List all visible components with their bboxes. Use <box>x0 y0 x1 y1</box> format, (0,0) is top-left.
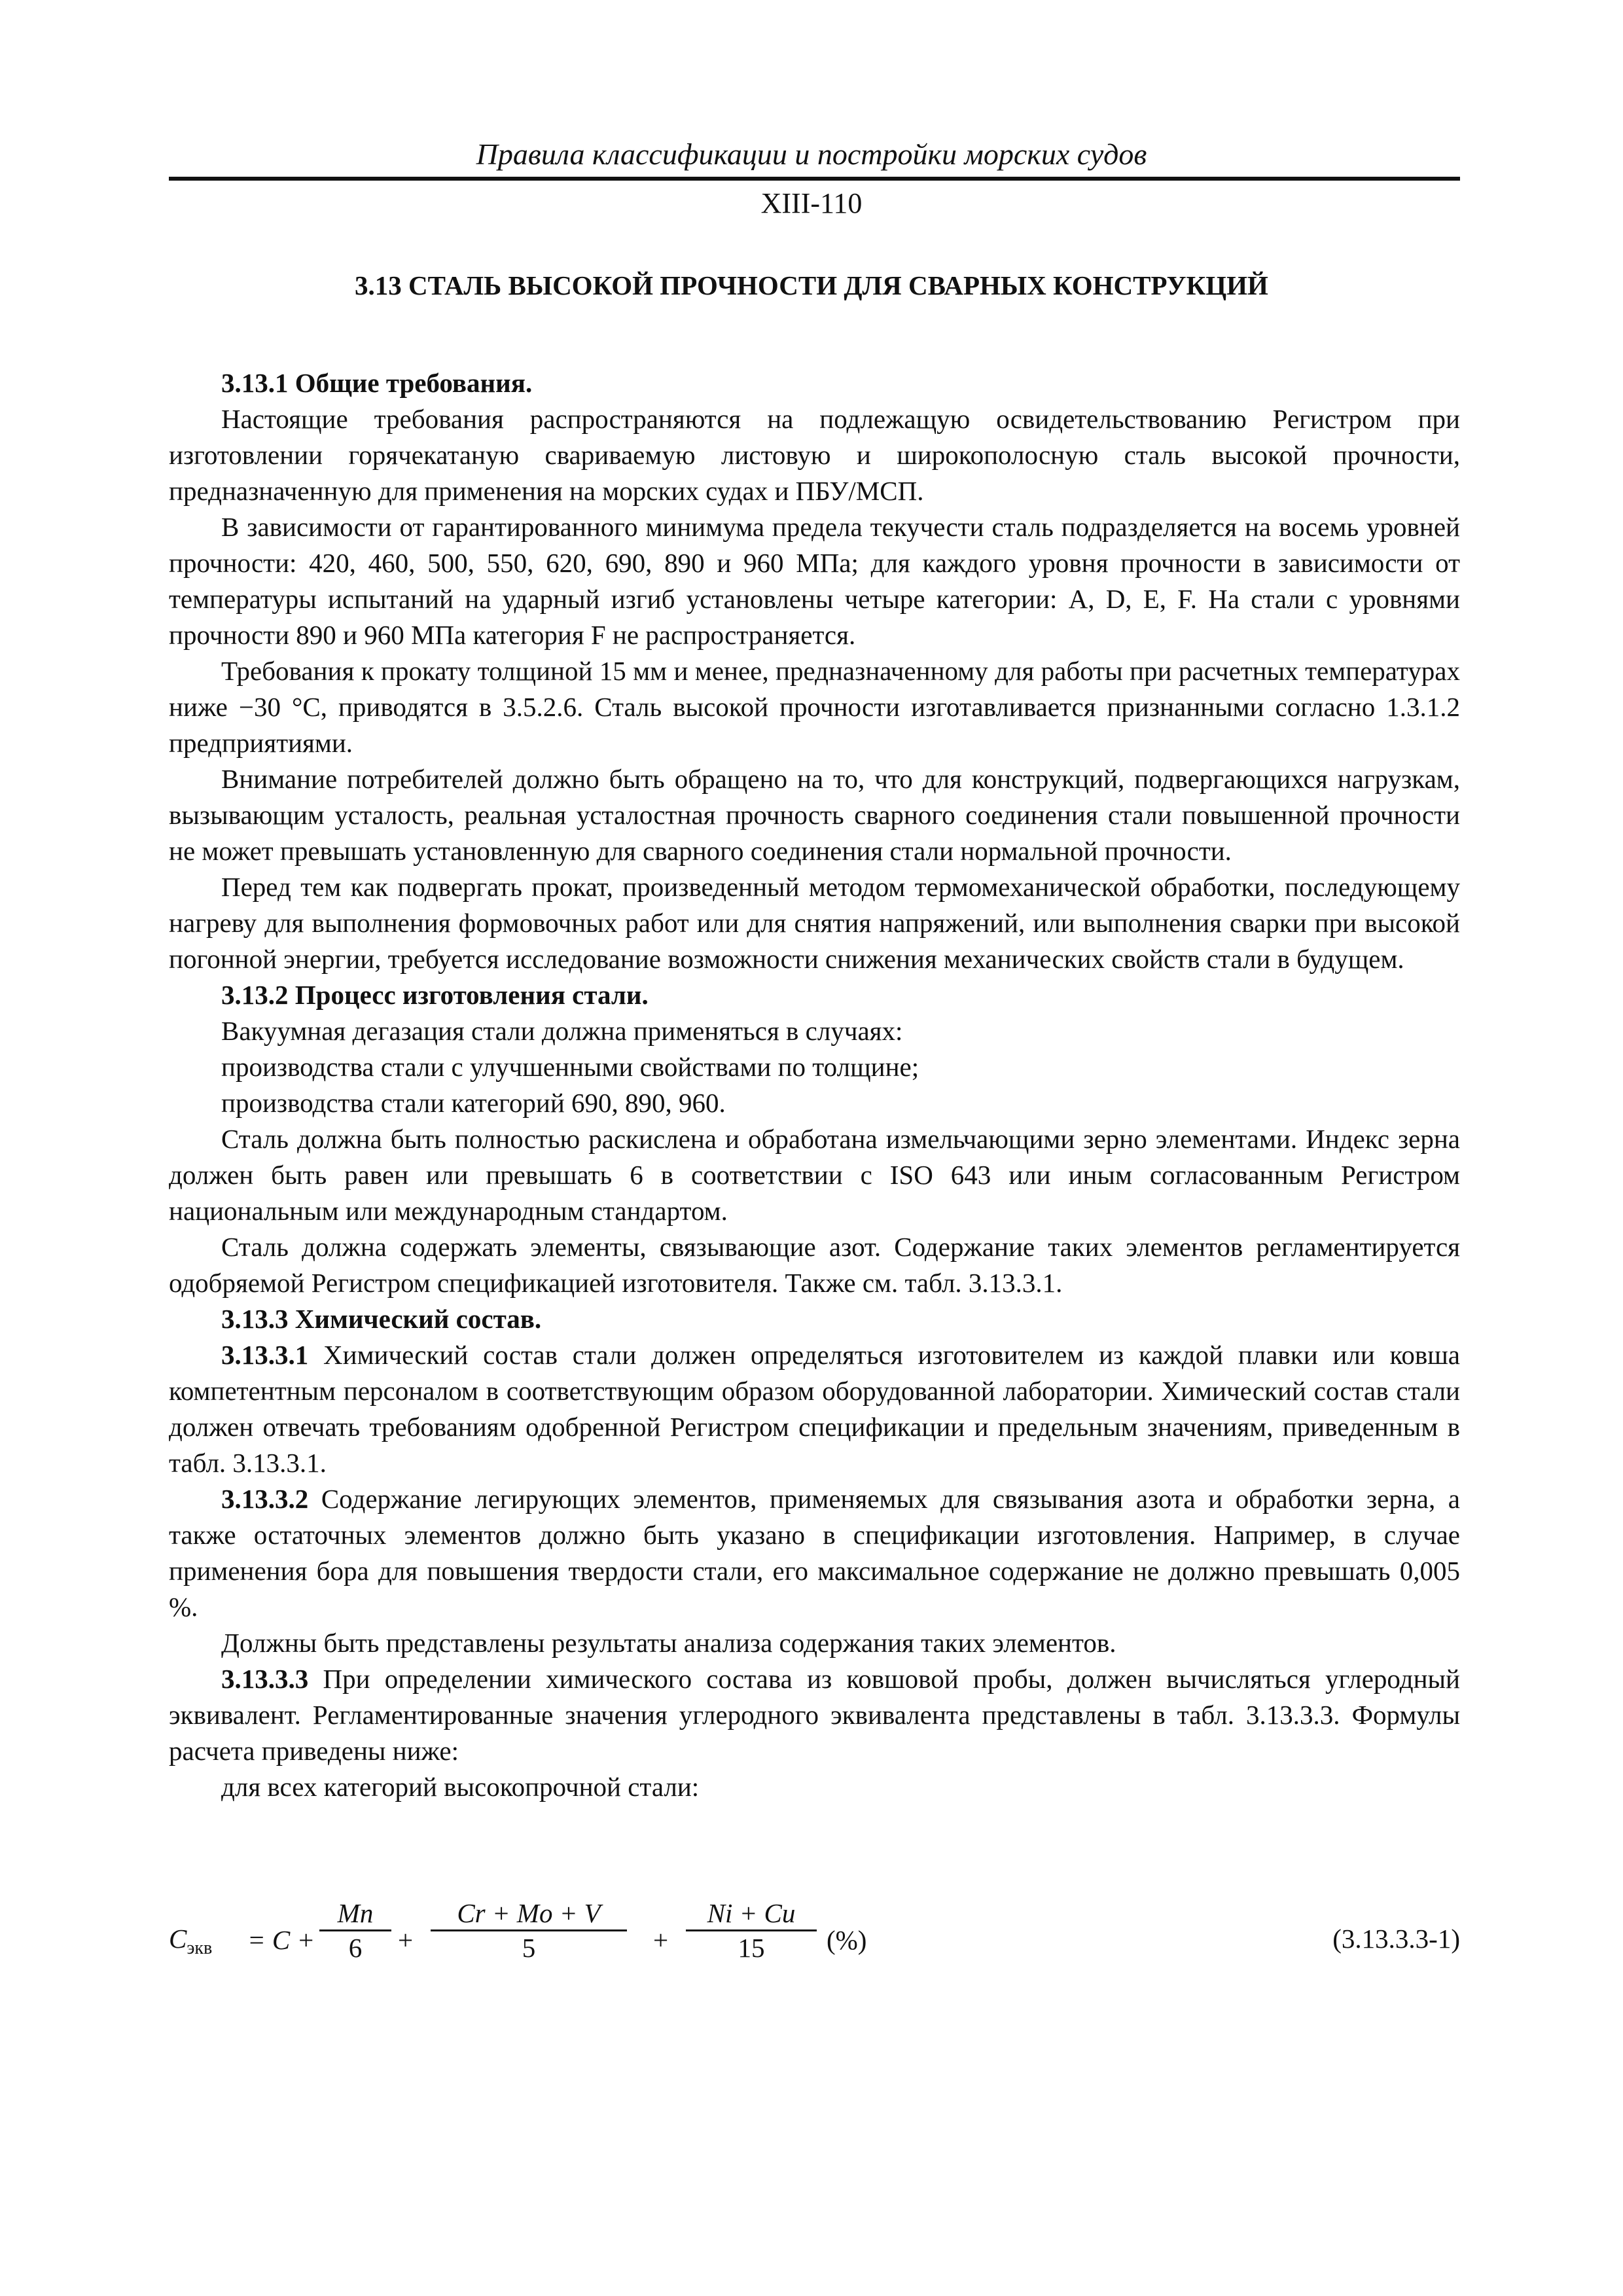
clause-number: 3.13.3.3 <box>221 1664 309 1694</box>
paragraph <box>169 1661 1460 1769</box>
paragraph: Требования к прокату толщиной 15 мм и менее, предназначенному для работы при расчетных температурах ниже −30 °C, приводятся в 3.5.2.6. Сталь высокой прочности изготавливается признанными согласно 1.3.1.2 предприятиями. <box>169 656 1460 758</box>
body-text <box>169 365 1460 1805</box>
paragraph: Внимание потребителей должно быть обращено на то, что для конструкций, подвергающихся нагрузкам, вызывающим усталость, реальная усталостная прочность сварного соединения стали повышенной прочности не может превышать установленную для сварного соединения стали нормальной прочности. <box>169 764 1460 866</box>
paragraph: В зависимости от гарантированного минимума предела текучести сталь подразделяется на восемь уровней прочности: 420, 460, 500, 550, 620, 690, 890 и 960 МПа; для каждого уровня прочности в зависимости от температуры испытаний на ударный изгиб установлены четыре категории: A, D, E, F. На стали с уровнями прочности 890 и 960 МПа категория F не распространяется. <box>169 512 1460 650</box>
paragraph: Сталь должна содержать элементы, связывающие азот. Содержание таких элементов регламентируется одобряемой Регистром спецификацией изготовителя. Также см. табл. 3.13.3.1. <box>169 1232 1460 1298</box>
formula-fraction-mn <box>319 1897 391 1964</box>
formula-equals: = C + <box>247 1925 315 1955</box>
clause-text: Химический состав стали должен определяться изготовителем из каждой плавки или ковша компетентным персоналом в соответствующим образом оборудованной лаборатории. Химический состав стали должен отвечать требованиям одобренной Регистром спецификации и предельным значениям, приведенным в табл. 3.13.3.1. <box>169 1340 1460 1478</box>
paragraph: производства стали категорий 690, 890, 960. <box>221 1088 726 1118</box>
fraction-numerator: Cr + Mo + V <box>431 1897 627 1931</box>
carbon-equivalent-formula <box>169 1897 1460 1982</box>
paragraph: Вакуумная дегазация стали должна применяться в случаях: <box>221 1016 903 1046</box>
subsection-heading-3-13-1: 3.13.1 Общие требования. <box>221 368 533 398</box>
paragraph: Сталь должна быть полностью раскислена и обработана измельчающими зерно элементами. Индекс зерна должен быть равен или превышать 6 в соответствии с ISO 643 или иным согласованным Регистром национальным или международным стандартом. <box>169 1124 1460 1226</box>
fraction-numerator: Mn <box>319 1897 391 1931</box>
formula-plus: + <box>398 1925 414 1955</box>
fraction-denominator: 6 <box>348 1933 363 1963</box>
paragraph: для всех категорий высокопрочной стали: <box>221 1772 700 1802</box>
formula-lhs-subscript: экв <box>187 1938 213 1959</box>
clause-number: 3.13.3.2 <box>221 1484 309 1514</box>
paragraph: Перед тем как подвергать прокат, произведенный методом термомеханической обработки, последующему нагреву для выполнения формовочных работ или для снятия напряжений, или выполнения сварки при высокой погонной энергии, требуется исследование возможности снижения механических свойств стали в будущем. <box>169 872 1460 974</box>
equation-number: (3.13.3.3-1) <box>1332 1924 1460 1954</box>
running-header-title: Правила классификации и постройки морских судов <box>476 137 1147 171</box>
paragraph: производства стали с улучшенными свойствами по толщине; <box>221 1052 919 1082</box>
clause-text: При определении химического состава из ковшовой пробы, должен вычисляться углеродный эквивалент. Регламентированные значения углеродного эквивалента представлены в табл. 3.13.3.3. Формулы расчета приведены ниже: <box>169 1664 1460 1766</box>
paragraph: Должны быть представлены результаты анализа содержания таких элементов. <box>221 1628 1116 1658</box>
clause-number: 3.13.3.1 <box>221 1340 309 1370</box>
subsection-heading-3-13-2: 3.13.2 Процесс изготовления стали. <box>221 980 649 1010</box>
formula-fraction-cr-mo-v <box>431 1897 627 1964</box>
formula-fraction-ni-cu <box>686 1897 817 1964</box>
subsection-heading-3-13-3: 3.13.3 Химический состав. <box>221 1304 542 1334</box>
header-rule <box>169 177 1460 181</box>
page-number: XIII-110 <box>760 187 863 219</box>
paragraph: Настоящие требования распространяются на подлежащую освидетельствованию Регистром при изготовлении горячекатаную свариваемую листовую и широкополосную сталь высокой прочности, предназначенную для применения на морских судах и ПБУ/МСП. <box>169 404 1460 506</box>
formula-lhs-symbol: C <box>169 1924 187 1954</box>
fraction-denominator: 5 <box>522 1933 536 1963</box>
formula-plus: + <box>653 1925 669 1955</box>
formula-lhs <box>169 1923 212 1959</box>
fraction-numerator: Ni + Cu <box>686 1897 817 1931</box>
fraction-denominator: 15 <box>738 1933 765 1963</box>
formula-unit: (%) <box>827 1925 867 1955</box>
section-title: 3.13 СТАЛЬ ВЫСОКОЙ ПРОЧНОСТИ ДЛЯ СВАРНЫХ КОНСТРУКЦИЙ <box>355 270 1268 300</box>
paragraph <box>169 1337 1460 1481</box>
paragraph <box>169 1481 1460 1625</box>
clause-text: Содержание легирующих элементов, применяемых для связывания азота и обработки зерна, а также остаточных элементов должно быть указано в спецификации изготовления. Например, в случае применения бора для повышения твердости стали, его максимальное содержание не должно превышать 0,005 %. <box>169 1484 1460 1622</box>
